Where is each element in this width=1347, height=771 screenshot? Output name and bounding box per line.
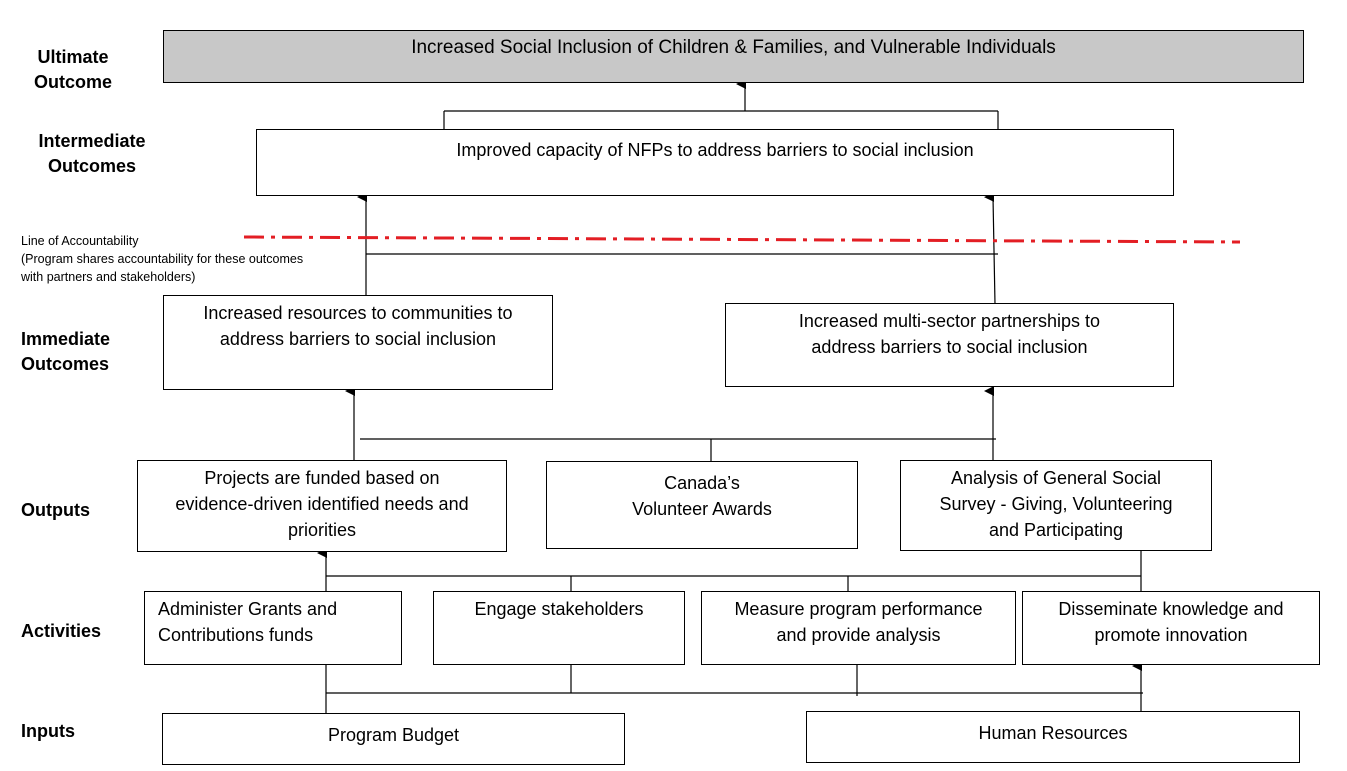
output-volunteer-awards-box: Canada’s Volunteer Awards xyxy=(546,461,858,549)
row-label-outputs: Outputs xyxy=(21,500,90,520)
line-of-accountability-note: Line of Accountability (Program shares accountability for these outcomes with partners and stakeholders) xyxy=(21,234,304,284)
row-label-immediate: Immediate Outcomes xyxy=(21,329,111,374)
arrow-to-intermediate-right xyxy=(993,197,995,304)
output-social-survey-box: Analysis of General Social Survey - Giving, Volunteering and Participating xyxy=(900,460,1212,551)
ultimate-outcome-box: Increased Social Inclusion of Children & Families, and Vulnerable Individuals xyxy=(163,30,1304,83)
intermediate-outcome-box: Improved capacity of NFPs to address barriers to social inclusion xyxy=(256,129,1174,196)
activity-grants-box: Administer Grants and Contributions funds xyxy=(144,591,402,665)
input-human-resources-box: Human Resources xyxy=(806,711,1300,763)
output-projects-funded-box: Projects are funded based on evidence-driven identified needs and priorities xyxy=(137,460,507,552)
immediate-outcome-resources-box: Increased resources to communities to address barriers to social inclusion xyxy=(163,295,553,390)
activity-engage-stakeholders-box: Engage stakeholders xyxy=(433,591,685,665)
activity-disseminate-knowledge-box: Disseminate knowledge and promote innovation xyxy=(1022,591,1320,665)
activity-measure-performance-box: Measure program performance and provide analysis xyxy=(701,591,1016,665)
line-of-accountability xyxy=(244,237,1240,242)
input-program-budget-box: Program Budget xyxy=(162,713,625,765)
row-label-intermediate: Intermediate Outcomes xyxy=(38,131,146,176)
row-label-ultimate: Ultimate Outcome xyxy=(33,47,112,92)
immediate-outcome-partnerships-box: Increased multi-sector partnerships to address barriers to social inclusion xyxy=(725,303,1174,387)
row-label-inputs: Inputs xyxy=(21,721,75,741)
row-label-activities: Activities xyxy=(21,621,102,641)
